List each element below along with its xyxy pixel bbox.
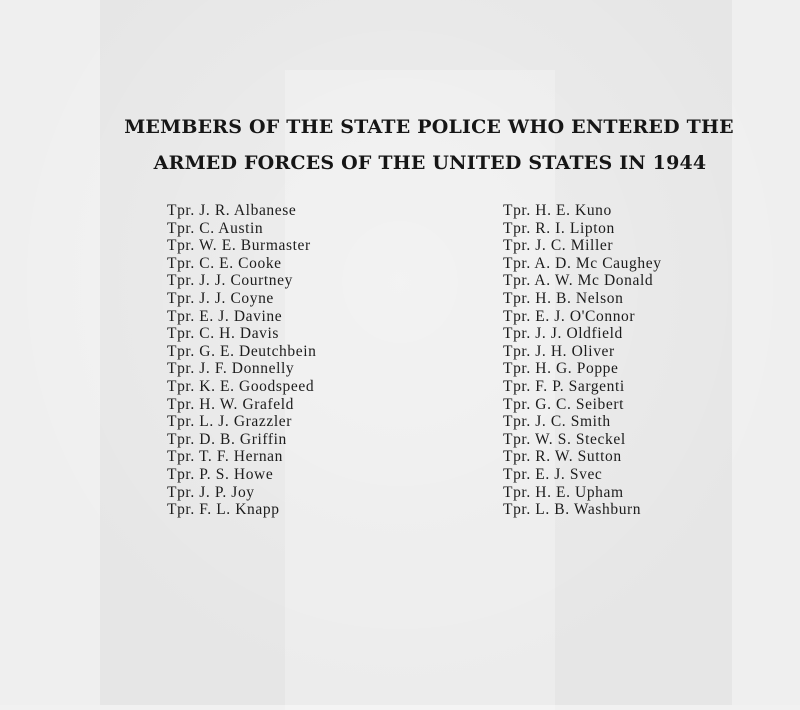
- roster-entry: Tpr. C. E. Cooke: [167, 254, 282, 272]
- page-title-line-2: ARMED FORCES OF THE UNITED STATES IN 1944: [153, 152, 707, 174]
- roster-entry: Tpr. E. J. Davine: [167, 307, 283, 325]
- roster-entry: Tpr. D. B. Griffin: [167, 430, 287, 448]
- roster-entry: Tpr. J. H. Oliver: [503, 342, 615, 360]
- roster-entry: Tpr. J. J. Courtney: [167, 272, 293, 290]
- roster-entry: Tpr. H. G. Poppe: [503, 360, 619, 378]
- roster-entry: Tpr. E. J. Svec: [503, 465, 603, 483]
- roster-entry: Tpr. C. H. Davis: [167, 325, 280, 343]
- roster-entry: Tpr. J. C. Smith: [503, 413, 611, 431]
- roster-entry: Tpr. R. W. Sutton: [503, 448, 622, 466]
- roster-entry: Tpr. H. E. Kuno: [503, 202, 612, 219]
- roster-entry: Tpr. J. R. Albanese: [167, 202, 297, 219]
- roster-entry: Tpr. G. C. Seibert: [503, 395, 625, 413]
- roster-entry: Tpr. J. F. Donnelly: [167, 360, 295, 378]
- roster-entry: Tpr. L. B. Washburn: [503, 501, 642, 519]
- roster-entry: Tpr. C. Austin: [167, 219, 264, 237]
- roster-entry: Tpr. F. P. Sargenti: [503, 377, 625, 395]
- roster-right-column: [503, 202, 662, 519]
- roster-entry: Tpr. A. W. Mc Donald: [503, 272, 654, 290]
- roster-entry: Tpr. K. E. Goodspeed: [167, 377, 315, 395]
- roster-entry: Tpr. T. F. Hernan: [167, 448, 284, 466]
- roster-entry: Tpr. J. P. Joy: [167, 483, 255, 501]
- roster-entry: Tpr. W. E. Burmaster: [167, 237, 311, 255]
- roster-left-column: [167, 202, 316, 519]
- roster-entry: Tpr. H. B. Nelson: [503, 289, 624, 307]
- roster-entry: Tpr. E. J. O'Connor: [503, 307, 636, 325]
- roster-entry: Tpr. H. W. Grafeld: [167, 395, 295, 413]
- roster-entry: Tpr. W. S. Steckel: [503, 430, 626, 448]
- roster-entry: Tpr. H. E. Upham: [503, 483, 624, 501]
- roster-entry: Tpr. G. E. Deutchbein: [167, 342, 317, 360]
- roster-entry: Tpr. F. L. Knapp: [167, 501, 280, 519]
- roster-entry: Tpr. J. J. Coyne: [167, 289, 274, 307]
- roster-entry: Tpr. R. I. Lipton: [503, 219, 615, 237]
- roster-entry: Tpr. J. C. Miller: [503, 237, 614, 255]
- roster-entry: Tpr. P. S. Howe: [167, 465, 274, 483]
- roster-entry: Tpr. L. J. Grazzler: [167, 413, 293, 431]
- roster-entry: Tpr. J. J. Oldfield: [503, 325, 623, 343]
- roster-entry: Tpr. A. D. Mc Caughey: [503, 254, 662, 272]
- page-title-line-1: MEMBERS OF THE STATE POLICE WHO ENTERED THE: [124, 116, 734, 138]
